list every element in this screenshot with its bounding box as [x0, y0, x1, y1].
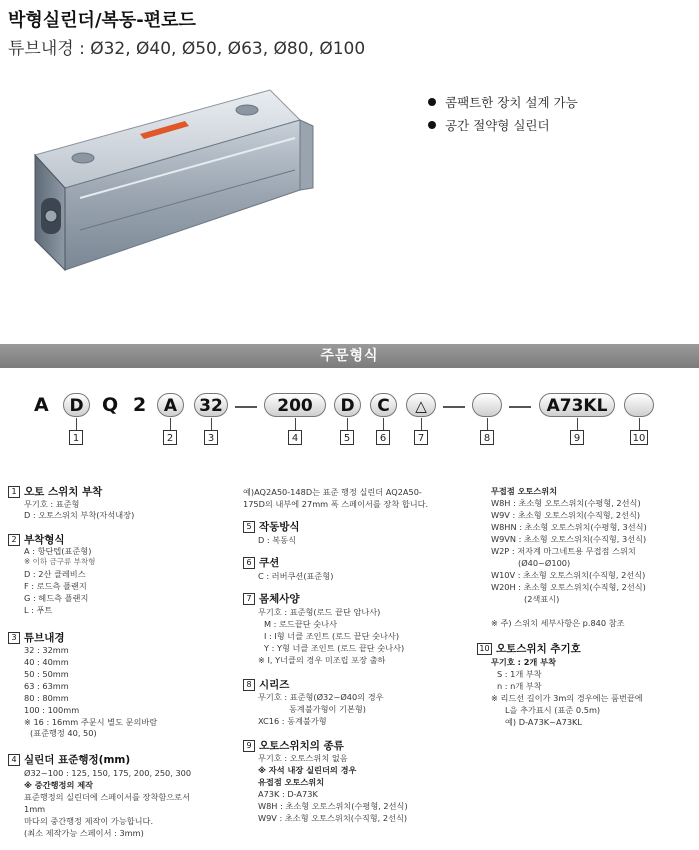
spec-line: Y : Y형 너클 조인트 (로드 끝단 숫나사)	[264, 643, 405, 653]
spec-line: ※ 리드선 길이가 3m의 경우에는 품번끝에	[491, 693, 643, 703]
spec-line: 100 : 100mm	[24, 705, 80, 715]
spec-line: A73K : D-A73K	[258, 789, 318, 799]
spec-line: (최소 제작가능 스페이서 : 3mm)	[24, 828, 144, 838]
spec-line: W20H : 초소형 오토스위치(수직형, 2선식)	[491, 582, 646, 592]
spec-line: 무기호 : 오토스위치 없음	[258, 753, 348, 763]
spec-line: ※ 중간행정의 제작	[24, 780, 94, 790]
page-subtitle: 튜브내경 : Ø32, Ø40, Ø50, Ø63, Ø80, Ø100	[8, 39, 366, 59]
spec-line: 동계불가형이 기본형)	[289, 704, 366, 714]
spec-line: 무기호 : 2개 부착	[491, 657, 556, 667]
connector-line	[487, 418, 488, 430]
bullet-icon	[428, 121, 436, 129]
code-oval-3: 32	[194, 393, 228, 417]
section-heading: 3 튜브내경	[8, 630, 65, 645]
feature-item: 콤팩트한 장치 설계 가능	[428, 93, 578, 111]
code-oval-6: C	[370, 393, 397, 417]
code-oval-10	[624, 393, 654, 417]
spec-line: A : 항단텝(표준형)	[24, 546, 92, 556]
spec-line: (2색표시)	[524, 594, 560, 604]
code-number-box: 9	[570, 430, 584, 445]
spec-line: (Ø40~Ø100)	[518, 558, 571, 568]
section-heading: 1 오토 스위치 부착	[8, 484, 102, 499]
section-heading: 6 쿠션	[243, 555, 279, 570]
spec-line: XC16 : 동계불가형	[258, 716, 327, 726]
page-title: 박형실린더/복동-편로드	[8, 10, 196, 31]
connector-line	[577, 418, 578, 430]
spec-note: ※ 이하 금구류 부착형	[24, 557, 96, 566]
spec-line: M : 로드끝단 숫나사	[264, 619, 337, 629]
spec-line: 50 : 50mm	[24, 669, 69, 679]
section-heading: 2 부착형식	[8, 532, 65, 547]
spec-line: W9V : 초소형 오토스위치(수직형, 2선식)	[491, 510, 641, 520]
section-heading: 4 실린더 표준행정(mm)	[8, 752, 130, 767]
spec-line: W9V : 초소형 오토스위치(수직형, 2선식)	[258, 813, 408, 823]
spec-line: 표준행정의 실린더에 스페이서를 장착함으로서	[24, 792, 190, 802]
spec-line: 175D의 내부에 27mm 폭 스페이서를 장착 합니다.	[243, 499, 429, 509]
code-number-box: 7	[414, 430, 428, 445]
spec-line: (표준행정 40, 50)	[30, 728, 97, 738]
spec-line: ※ I, Y너클의 경우 미조립 포장 출하	[258, 655, 386, 665]
code-letter-a: A	[34, 394, 49, 416]
code-letter-q: Q	[102, 394, 119, 416]
code-oval-7: △	[406, 393, 436, 417]
code-number-box: 2	[163, 430, 177, 445]
section-heading: 10 오토스위치 추기호	[477, 641, 581, 656]
spec-line: S : 1개 부착	[497, 669, 542, 679]
spec-line: C : 러버쿠션(표준형)	[258, 571, 334, 581]
spec-line: D : 2산 클레비스	[24, 569, 86, 579]
connector-line	[639, 418, 640, 430]
code-number-box: 6	[376, 430, 390, 445]
code-number-box: 5	[340, 430, 354, 445]
code-number-box: 8	[480, 430, 494, 445]
connector-line	[383, 418, 384, 430]
code-number-box: 1	[69, 430, 83, 445]
section-heading: 9 오토스위치의 종류	[243, 738, 344, 753]
cylinder-image	[25, 80, 370, 295]
spec-subheading: 무접점 오토스위치	[491, 486, 558, 496]
spec-line: D : 복동식	[258, 535, 296, 545]
spec-line: 예) D-A73K~A73KL	[505, 717, 582, 727]
code-dash	[443, 406, 465, 408]
spec-line: 유접점 오토스위치	[258, 777, 325, 787]
spec-line: 63 : 63mm	[24, 681, 69, 691]
spec-line: ※ 16 : 16mm 주문시 별도 문의바람	[24, 717, 158, 727]
spec-line: 40 : 40mm	[24, 657, 69, 667]
spec-line: 무기호 : 표준형	[24, 499, 80, 509]
spec-line: F : 로드측 플랜지	[24, 581, 87, 591]
spec-line: Ø32~100 : 125, 150, 175, 200, 250, 300	[24, 768, 192, 778]
connector-line	[170, 418, 171, 430]
spec-line: W2P : 저자계 마그네트용 무접점 스위치	[491, 546, 636, 556]
spec-line: 무기호 : 표준형(로드 끝단 암나사)	[258, 607, 381, 617]
code-number-box: 4	[288, 430, 302, 445]
code-number-box: 10	[630, 430, 648, 445]
spec-line: 32 : 32mm	[24, 645, 69, 655]
code-oval-8	[472, 393, 502, 417]
code-oval-1: D	[63, 393, 90, 417]
code-oval-5: D	[334, 393, 361, 417]
section-heading: 5 작동방식	[243, 519, 300, 534]
spec-line: W8H : 초소형 오토스위치(수평형, 2선식)	[258, 801, 408, 811]
section-banner: 주문형식	[0, 344, 699, 368]
spec-line: D : 오토스위치 부착(자석내장)	[24, 510, 135, 520]
spec-line: I : I형 너클 조인트 (로드 끝단 숫나사)	[264, 631, 400, 641]
spec-line: 무기호 : 표준형(Ø32~Ø40의 경우	[258, 692, 384, 702]
spec-line: G : 헤드측 플랜지	[24, 593, 89, 603]
connector-line	[421, 418, 422, 430]
code-oval-2: A	[157, 393, 184, 417]
connector-line	[211, 418, 212, 430]
spec-line: W10V : 초소형 오토스위치(수직형, 2선식)	[491, 570, 646, 580]
spec-line: W9VN : 초소형 오토스위치(수직형, 3선식)	[491, 534, 647, 544]
spec-line: n : n개 부착	[497, 681, 542, 691]
spec-line: L : 푸트	[24, 605, 53, 615]
feature-item: 공간 절약형 실린더	[428, 116, 550, 134]
code-number-box: 3	[204, 430, 218, 445]
connector-line	[347, 418, 348, 430]
spec-line: 마다의 중간행정 제작이 가능합니다.	[24, 816, 154, 826]
code-letter-2: 2	[133, 394, 147, 416]
code-oval-4: 200	[264, 393, 326, 417]
spec-line: ※ 자석 내장 실린더의 경우	[258, 765, 357, 775]
spec-line: 80 : 80mm	[24, 693, 69, 703]
section-heading: 7 몸체사양	[243, 591, 300, 606]
bullet-icon	[428, 98, 436, 106]
code-dash	[235, 406, 257, 408]
spec-line: 예)AQ2A50-148D는 표준 행정 실린더 AQ2A50-	[243, 487, 422, 497]
spec-line: W8HN : 초소형 오토스위치(수평형, 3선식)	[491, 522, 647, 532]
spec-note: ※ 주) 스위치 세부사항은 p.840 참조	[491, 618, 625, 628]
connector-line	[76, 418, 77, 430]
spec-line: W8H : 초소형 오토스위치(수평형, 2선식)	[491, 498, 641, 508]
section-heading: 8 시리즈	[243, 677, 289, 692]
connector-line	[295, 418, 296, 430]
spec-line: 1mm	[24, 804, 46, 814]
code-dash	[509, 406, 531, 408]
spec-line: L을 추가표시 (표준 0.5m)	[505, 705, 601, 715]
code-oval-9: A73KL	[539, 393, 615, 417]
